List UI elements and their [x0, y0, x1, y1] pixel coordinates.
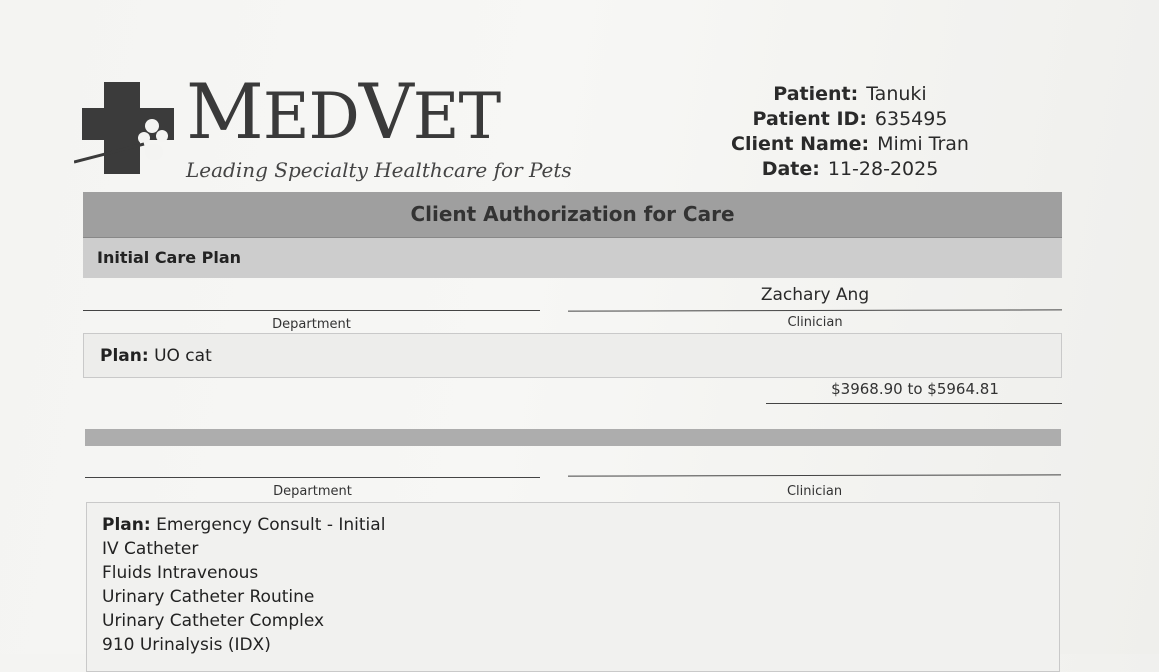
department-line-2 [85, 477, 540, 478]
clinician-caption-2: Clinician [786, 484, 843, 499]
patient-row [700, 82, 1000, 107]
clinician-value: Zachary Ang [760, 285, 870, 305]
client-name-label: Client Name: [731, 133, 870, 155]
date-value: 11-28-2025 [827, 158, 939, 180]
plan-2-item: Fluids Intravenous [102, 563, 259, 583]
section-divider-bar [85, 429, 1061, 446]
department-line [83, 310, 540, 311]
clinician-caption: Clinician [787, 315, 843, 330]
plan-2-item: IV Catheter [102, 539, 199, 559]
plan-1-text [100, 344, 212, 368]
cross-paw-icon [74, 78, 194, 188]
plan-2-item: 910 Urinalysis (IDX) [102, 635, 271, 655]
cost-estimate: $3968.90 to $5964.81 [831, 380, 999, 398]
logo-tagline: Leading Specialty Healthcare for Pets [186, 158, 572, 182]
patient-info [700, 82, 1000, 182]
date-label: Date: [761, 158, 820, 180]
patient-id-row [700, 107, 1000, 132]
plan-1-label: Plan: [100, 346, 149, 366]
plan-box-1 [83, 333, 1062, 378]
date-row [700, 157, 1000, 182]
plan-box-2 [86, 502, 1060, 672]
section-header [83, 237, 1062, 278]
logo-wordmark: MEDVET [186, 67, 501, 156]
plan-2-item: Urinary Catheter Routine [102, 587, 315, 607]
client-name-value: Mimi Tran [877, 133, 969, 155]
patient-id-label: Patient ID: [752, 108, 867, 130]
patient-value: Tanuki [866, 83, 927, 105]
plan-1-value: UO cat [154, 346, 212, 366]
plan-2-label: Plan: [102, 515, 151, 535]
department-caption: Department [272, 317, 351, 332]
form-title: Client Authorization for Care [83, 192, 1062, 237]
department-caption-2: Department [273, 484, 352, 499]
section-title: Initial Care Plan [97, 248, 242, 267]
plan-2-item: Urinary Catheter Complex [102, 611, 325, 631]
clinician-line [568, 309, 1062, 311]
patient-id-value: 635495 [874, 108, 948, 130]
plan-2-list [102, 513, 385, 657]
plan-2-item [102, 513, 385, 537]
cost-line [766, 403, 1062, 404]
plan-2-item-text: Emergency Consult - Initial [156, 515, 386, 535]
clinician-line-2 [568, 474, 1061, 476]
patient-label: Patient: [773, 83, 859, 105]
client-name-row [700, 132, 1000, 157]
